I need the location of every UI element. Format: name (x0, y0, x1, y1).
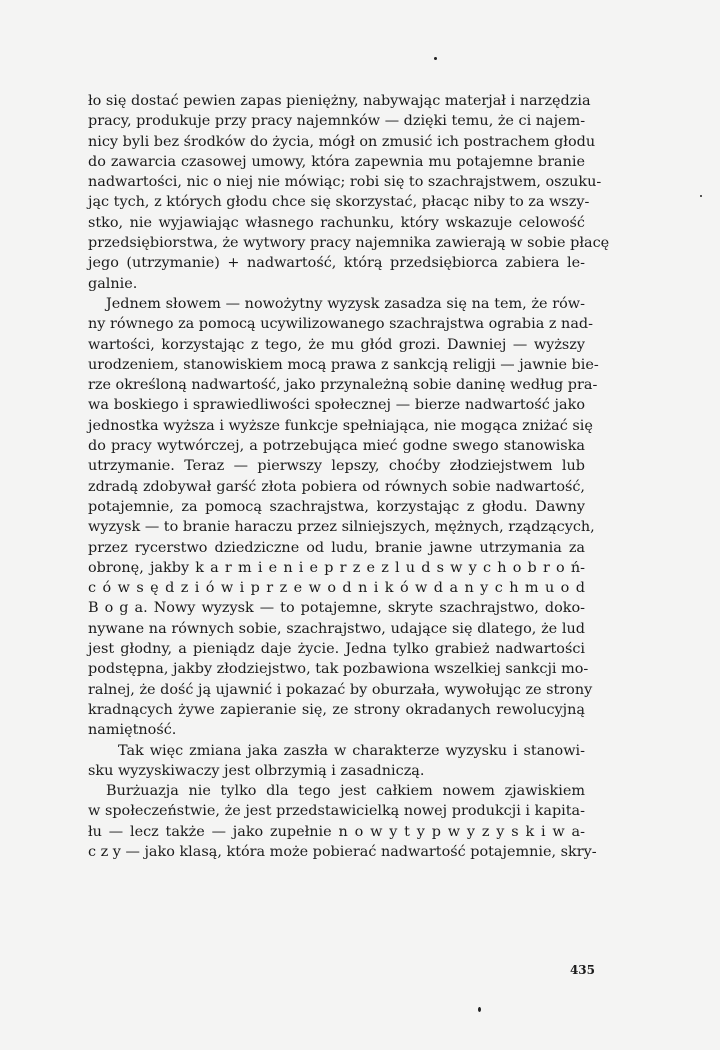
text-line: przez rycerstwo dziedziczne od ludu, branie jawne utrzymania za (88, 539, 585, 556)
text-line: ny równego za pomocą ucywilizowanego szachrajstwa ograbia z nad- (88, 316, 593, 333)
text-line: urodzeniem, stanowiskiem mocą prawa z sankcją religji — jawnie bie- (88, 356, 599, 373)
text-line: wyzysk — to branie haraczu przez silniejszych, mężnych, rządzących, (88, 519, 595, 536)
text-line: nicy byli bez środków do życia, mógł on zmusić ich postrachem głodu (88, 133, 596, 150)
text-line: namiętność. (88, 722, 177, 739)
scan-speck (434, 57, 437, 60)
text-line: Burżuazja nie tylko dla tego jest całkiem nowem zjawiskiem (106, 783, 585, 800)
text-line: przedsiębiorstwa, że wytwory pracy najemnika zawierają w sobie płacę (88, 235, 610, 252)
text-line: ralnej, że dość ją ujawnić i pokazać by oburzała, wywołując ze strony (88, 681, 593, 698)
text-line: łu — lecz także — jako zupełnie n o w y t y p w y z y s k i w a- (88, 823, 585, 840)
body-text (88, 91, 610, 862)
text-line: potajemnie, za pomocą szachrajstwa, korzystając z głodu. Dawny (88, 498, 585, 515)
text-line: jest głodny, a pieniądz daje życie. Jedna tylko grabież nadwartości (88, 641, 585, 658)
text-line: jego (utrzymanie) + nadwartość, którą przedsiębiorca zabiera le- (88, 255, 585, 272)
text-line: stko, nie wyjawiając własnego rachunku, który wskazuje celowość (88, 214, 585, 231)
text-line: wa boskiego i sprawiedliwości społecznej — bierze nadwartość jako (88, 397, 585, 414)
text-line: Tak więc zmiana jaka zaszła w charakterze wyzysku i stanowi- (118, 742, 585, 759)
text-line: B o g a. Nowy wyzysk — to potajemne, skryte szachrajstwo, doko- (88, 600, 585, 617)
text-line: ło się dostać pewien zapas pieniężny, nabywając materjał i narzędzia (88, 93, 591, 109)
text-line: w społeczeństwie, że jest przedstawicielką nowej produkcji i kapita- (88, 803, 585, 820)
text-line: c ó w s ę d z i ó w i p r z e w o d n i k ó w d a n y c h m u o d (88, 580, 585, 597)
page-number: 435 (569, 963, 595, 977)
scan-speck (700, 195, 702, 197)
text-line: zdradą zdobywał garść złota pobiera od równych sobie nadwartość, (88, 478, 585, 495)
text-line: do pracy wytwórczej, a potrzebująca mieć godne swego stanowiska (88, 438, 585, 455)
scan-speck (478, 1007, 481, 1012)
text-line: do zawarcia czasowej umowy, która zapewnia mu potajemne branie (88, 153, 585, 170)
text-line: podstępna, jakby złodziejstwo, tak pozbawiona wszelkiej sankcji mo- (88, 661, 589, 678)
text-line: nadwartości, nic o niej nie mówiąc; robi się to szachrajstwem, oszuku- (88, 174, 602, 191)
text-line: c z y — jako klasą, która może pobierać nadwartość potajemnie, skry- (88, 843, 597, 860)
text-line: obronę, jakby k a r m i e n i e p r z e z l u d s w y c h o b r o ń- (88, 559, 585, 576)
text-line: kradnących żywe zapieranie się, ze strony okradanych rewolucyjną (88, 701, 585, 718)
text-line: galnie. (88, 275, 138, 292)
text-line: Jednem słowem — nowożytny wyzysk zasadza się na tem, że rów- (106, 295, 585, 312)
text-line: nywane na równych sobie, szachrajstwo, udające się dlatego, że lud (88, 620, 585, 637)
text-line: jednostka wyższa i wyższe funkcje spełniająca, nie mogąca zniżać się (88, 417, 593, 434)
text-line: sku wyzyskiwaczy jest olbrzymią i zasadniczą. (88, 762, 425, 779)
text-line: pracy, produkuje przy pracy najemnków — dzięki temu, że ci najem- (88, 113, 586, 130)
text-line: rze określoną nadwartość, jako przynależną sobie daninę według pra- (88, 377, 598, 394)
text-line: jąc tych, z których głodu chce się skorzystać, płacąc niby to za wszy- (88, 194, 590, 211)
text-line: wartości, korzystając z tego, że mu głód grozi. Dawniej — wyższy (88, 336, 585, 353)
text-line: utrzymanie. Teraz — pierwszy lepszy, choćby złodziejstwem lub (88, 458, 585, 475)
